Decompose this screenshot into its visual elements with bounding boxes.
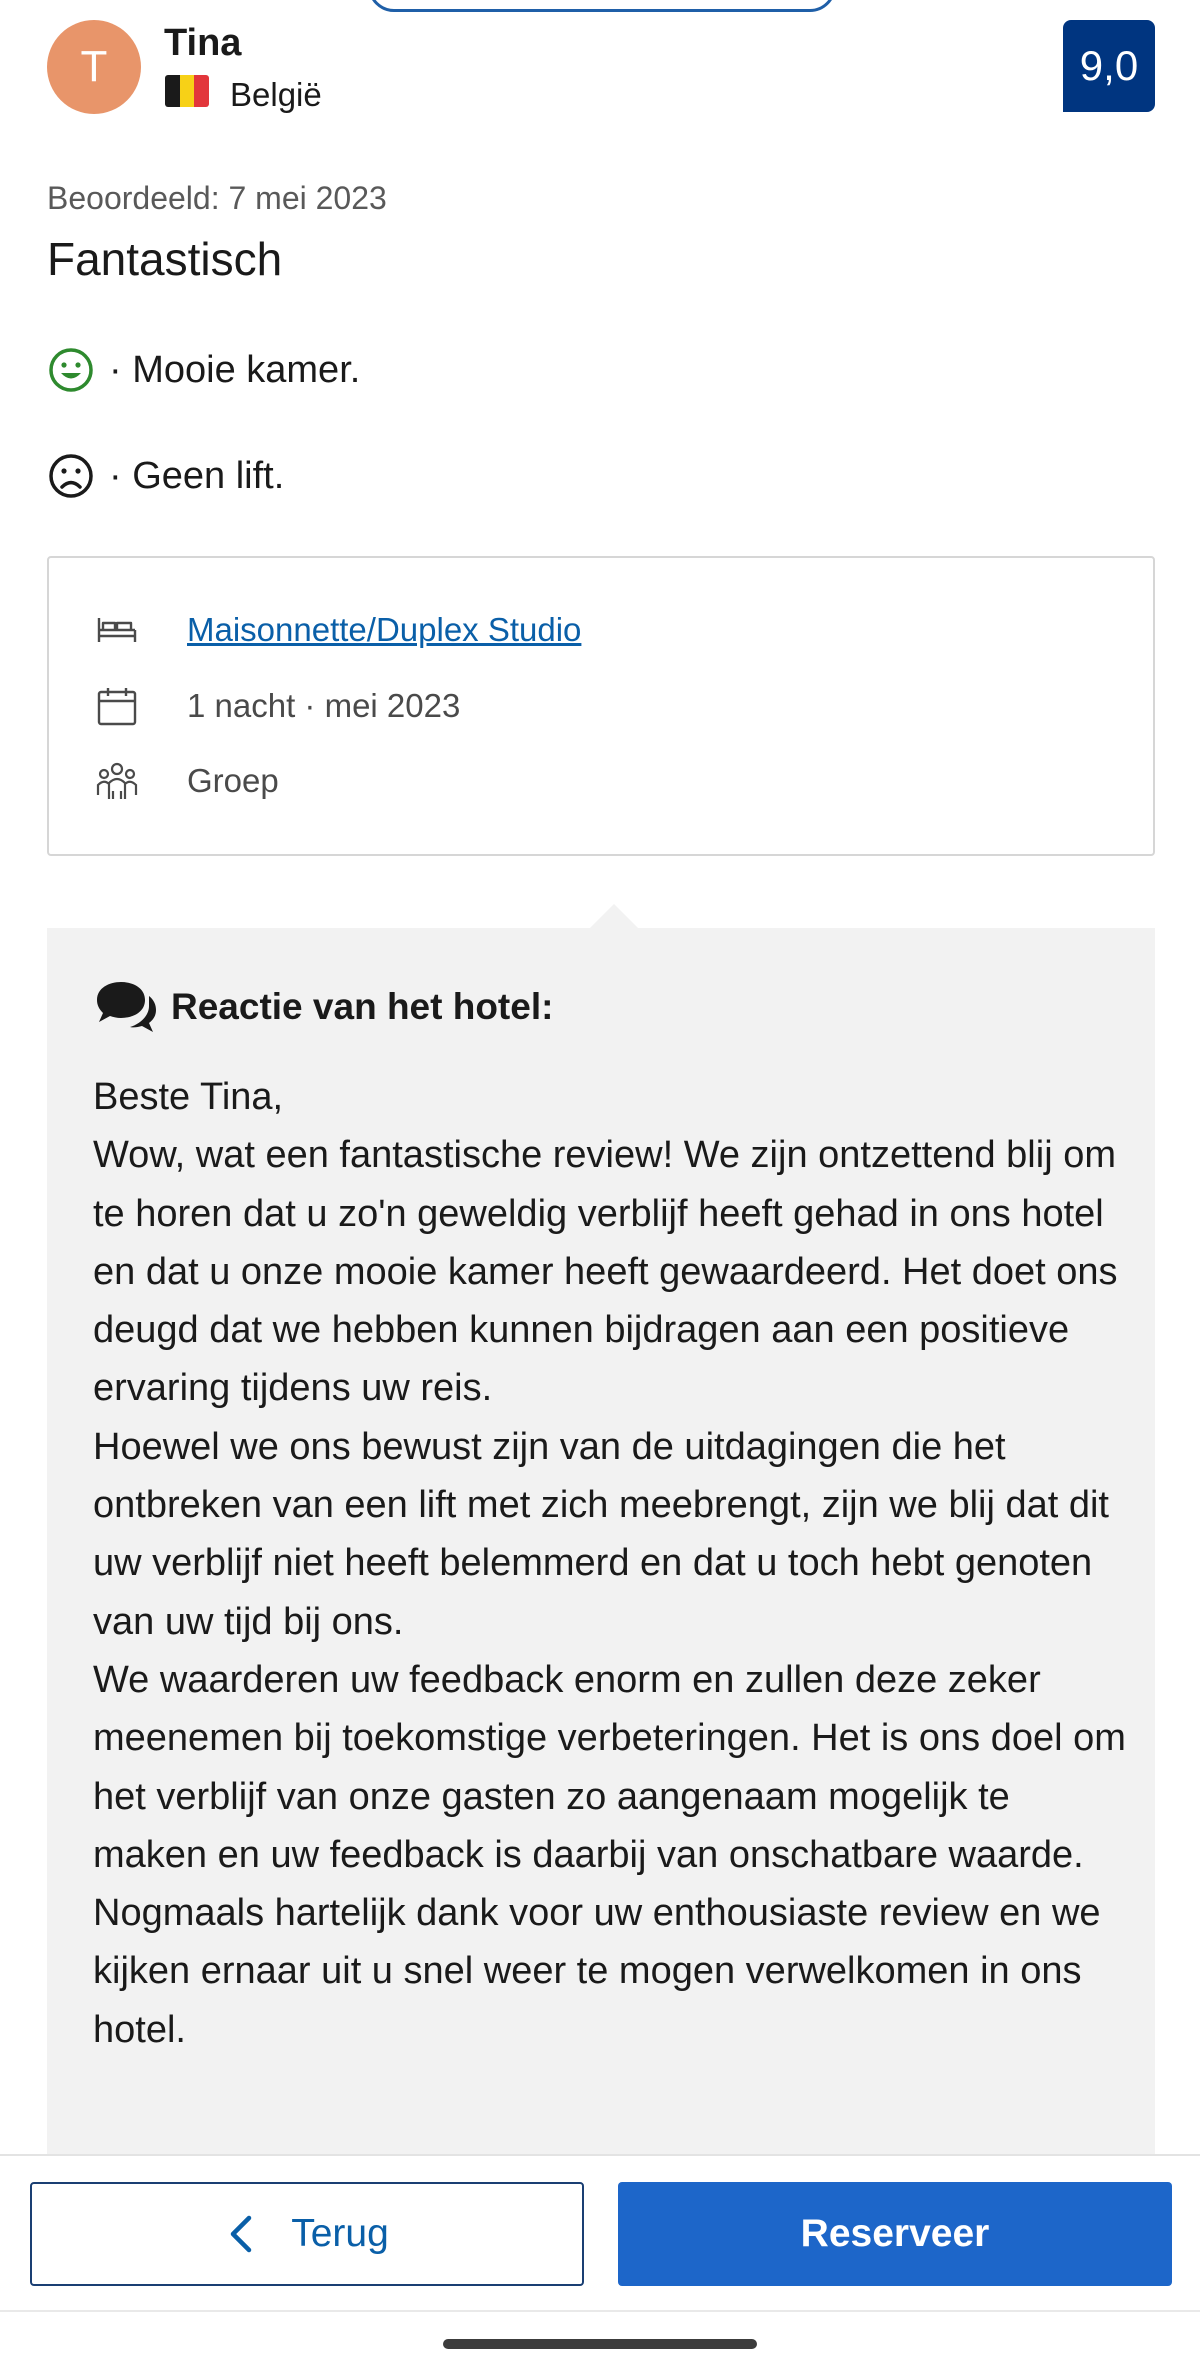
smiley-happy-icon (47, 346, 95, 394)
stay-nights: 1 nacht · mei 2023 (187, 687, 461, 724)
response-paragraph: Hoewel we ons bewust zijn van de uitdagingen die het ontbreken van een lift met zich meebrengt, zijn we blij dat dit uw verblijf niet heeft belemmerd en dat u toch hebt genoten van uw tijd bij ons. (93, 1425, 1109, 1643)
response-paragraph: We waarderen uw feedback enorm en zullen deze zeker meenemen bij toekomstige verbeteringen. Het is ons doel om het verblijf van onze gasten zo aangenaam mogelijk te maken en uw feedback is daarbij van onschatbare waarde. (93, 1658, 1126, 1876)
response-paragraph: Nogmaals hartelijk dank voor uw enthousiaste review en we kijken ernaar uit u snel weer te mogen verwelkomen in ons hotel. (93, 1892, 1101, 2051)
calendar-icon (95, 684, 139, 728)
home-indicator[interactable] (443, 2339, 757, 2349)
bottom-action-bar (0, 2154, 1200, 2377)
reviewer-header (47, 20, 1155, 120)
stay-room-row (95, 608, 581, 652)
review-date: Beoordeeld: 7 mei 2023 (47, 180, 387, 216)
response-paragraph: Wow, wat een fantastische review! We zijn ontzettend blij om te horen dat u zo'n geweldig verblijf heeft gehad in ons hotel en dat u onze mooie kamer heeft gewaardeerd. Het doet ons deugd dat we hebben kunnen bijdragen aan een positieve ervaring tijdens uw reis. (93, 1134, 1118, 1410)
reserve-button-label: Reserveer (800, 2212, 990, 2255)
response-pointer (588, 904, 640, 930)
speech-bubbles-icon (93, 978, 159, 1036)
belgium-flag-icon (165, 75, 209, 107)
hotel-response-box (47, 928, 1155, 2168)
hotel-response-title: Reactie van het hotel: (171, 986, 554, 1027)
stay-details-box (47, 556, 1155, 856)
chevron-left-icon (225, 2214, 255, 2254)
score-badge: 9,0 (1063, 20, 1155, 112)
back-button[interactable] (30, 2182, 584, 2286)
hotel-response-text (93, 1068, 1133, 2059)
reviewer-country: België (230, 76, 322, 113)
smiley-sad-icon (47, 452, 95, 500)
reviewer-name: Tina (164, 22, 242, 64)
response-greeting: Beste Tina, (93, 1076, 284, 1118)
group-icon (95, 759, 139, 803)
floating-pill-button[interactable] (368, 0, 836, 12)
stay-dates-row (95, 684, 460, 728)
hotel-response-heading (93, 978, 553, 1036)
negative-text: · Geen lift. (109, 454, 285, 497)
negative-comment (47, 452, 284, 500)
traveler-type-row (95, 759, 279, 803)
avatar: T (47, 20, 141, 114)
room-type-link[interactable]: Maisonnette/Duplex Studio (187, 611, 582, 648)
traveler-type: Groep (187, 762, 279, 799)
review-title: Fantastisch (47, 233, 283, 285)
reserve-button[interactable] (618, 2182, 1172, 2286)
positive-comment (47, 346, 360, 394)
divider (0, 2310, 1200, 2312)
positive-text: · Mooie kamer. (109, 348, 361, 391)
back-button-label: Terug (291, 2212, 389, 2255)
bed-icon (95, 608, 139, 652)
